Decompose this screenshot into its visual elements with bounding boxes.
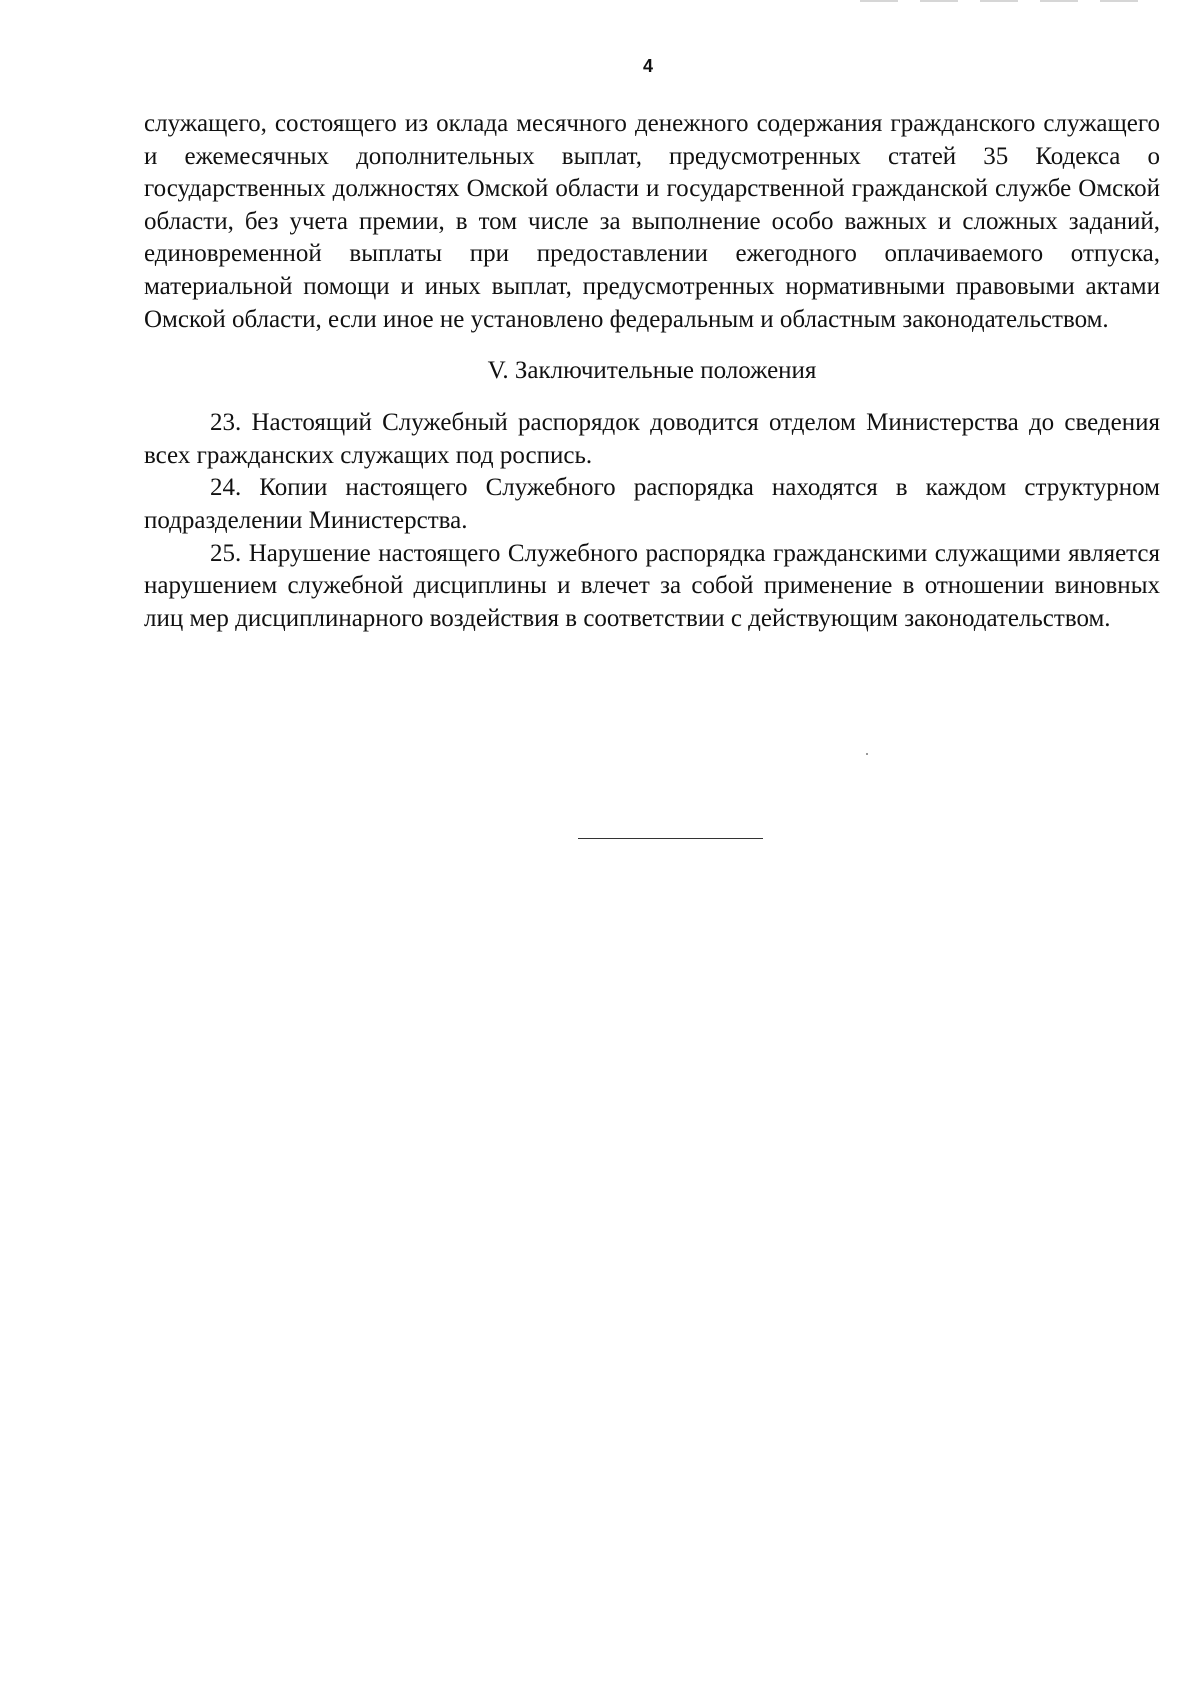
page-number: 4 [642,56,653,76]
end-of-document-rule [578,838,763,839]
clause-23: 23. Настоящий Служебный распорядок доводится отделом Министерства до сведения всех гражданских служащих под роспись. [144,409,1160,469]
continuation-paragraph: служащего, состоящего из оклада месячного денежного содержания гражданского служащего и ежемесячных дополнительных выплат, предусмотренных статей 35 Кодекса о государственных должностях Омской области и государственной гражданской службе Омской области, без учета премии, в том числе за выполнение особо важных и сложных заданий, единовременной выплаты при предоставлении ежегодного оплачиваемого отпуска, материальной помощи и иных выплат, предусмотренных нормативными правовыми актами Омской области, если иное не установлено федеральным и областным законодательством. [144,110,1160,333]
scan-edge-artifact [860,0,1160,2]
document-body [144,108,1160,635]
section-heading: V. Заключительные положения [487,357,817,385]
scan-speck [866,753,868,755]
clause-25: 25. Нарушение настоящего Служебного распорядка гражданскими служащими является нарушением служебной дисциплины и влечет за собой применение в отношении виновных лиц мер дисциплинарного воздействия в соответствии с действующим законодательством. [144,539,1160,632]
clause-24: 24. Копии настоящего Служебного распорядка находятся в каждом структурном подразделении Министерства. [144,474,1160,534]
